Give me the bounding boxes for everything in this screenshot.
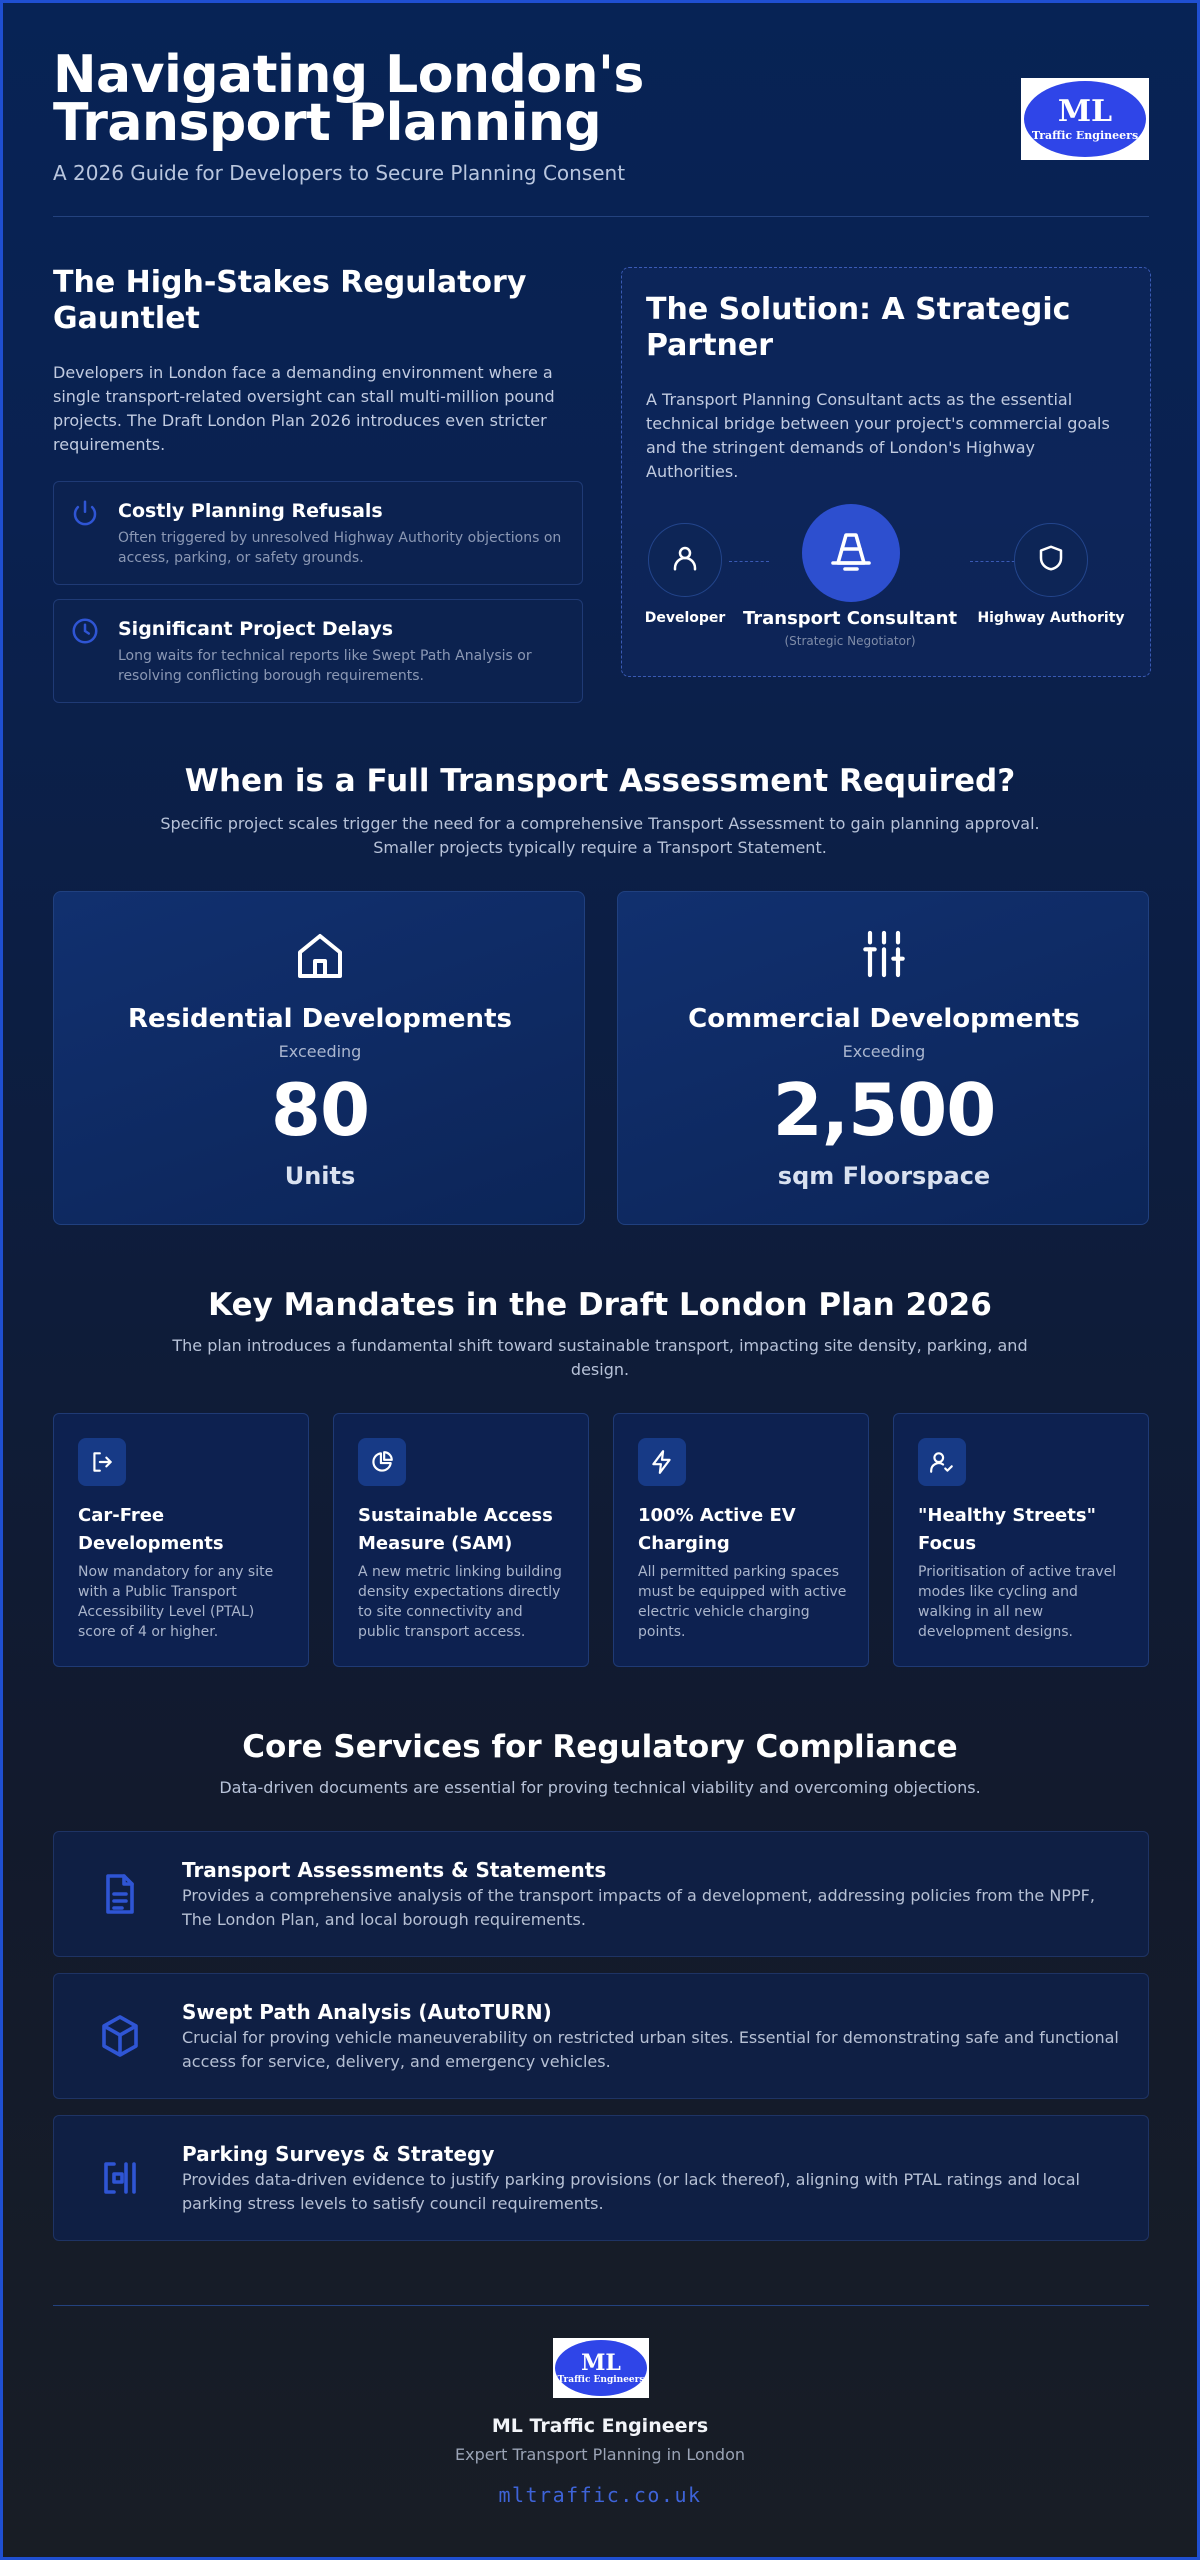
mandate-title: Car-Free Developments (78, 1505, 224, 1554)
mandate-card-car-free (53, 1413, 309, 1667)
service-description: Provides data-driven evidence to justify parking provisions (or lack thereof), aligning with PTAL ratings and local parking stress levels to satisfy council requirements. (182, 2170, 1080, 2213)
service-description: Crucial for proving vehicle maneuverability on restricted urban sites. Essential for demonstrating safe and functional access for service, delivery, and emergency vehicles. (182, 2028, 1119, 2071)
header-divider (53, 216, 1149, 217)
solution-panel (621, 267, 1151, 677)
building-icon (856, 926, 912, 986)
assessment-description-line2: Smaller projects typically require a Transport Statement. (373, 838, 827, 857)
service-card-transport-assessments (53, 1831, 1149, 1957)
footer-divider (53, 2305, 1149, 2306)
risk-description: Often triggered by unresolved Highway Authority objections on access, parking, or safety grounds. (118, 530, 562, 566)
solution-description: A Transport Planning Consultant acts as the essential technical bridge between your project's commercial goals and the stringent demands of London's Highway Authorities. (646, 390, 1110, 481)
page-subtitle: A 2026 Guide for Developers to Secure Planning Consent (53, 161, 626, 185)
logo-wordmark: Traffic Engineers (557, 2374, 645, 2385)
service-title: Swept Path Analysis (AutoTURN) (182, 2000, 552, 2024)
service-title: Transport Assessments & Statements (182, 1858, 607, 1882)
threshold-prefix: Exceeding (278, 1042, 362, 1061)
mandate-card-healthy-streets (893, 1413, 1149, 1667)
assessment-title: When is a Full Transport Assessment Required? (184, 763, 1016, 799)
solution-title: The Solution: A Strategic Partner (646, 292, 1071, 363)
services-title: Core Services for Regulatory Compliance (242, 1729, 958, 1765)
clock-icon (70, 616, 100, 650)
exit-icon (78, 1438, 126, 1486)
footer-logo (553, 2338, 649, 2398)
service-title: Parking Surveys & Strategy (182, 2142, 495, 2166)
mandates-description-line2: design. (570, 1360, 630, 1379)
threshold-title: Commercial Developments (688, 1004, 1080, 1034)
risk-card-refusals (53, 481, 583, 585)
parking-icon (96, 2154, 144, 2206)
user-icon (670, 543, 700, 577)
pie-chart-icon (358, 1438, 406, 1486)
developer-label: Developer (644, 610, 726, 626)
highway-authority-node (1014, 523, 1088, 597)
footer-tagline: Expert Transport Planning in London (454, 2445, 745, 2464)
service-description: Provides a comprehensive analysis of the transport impacts of a development, addressing policies from the NPPF, The London Plan, and local borough requirements. (182, 1886, 1095, 1929)
page-title: Navigating London's Transport Planning (53, 45, 644, 153)
regulatory-title: The High-Stakes Regulatory Gauntlet (53, 265, 527, 336)
residential-threshold-card (53, 891, 585, 1225)
shield-icon (1036, 543, 1066, 577)
footer-company-name: ML Traffic Engineers (491, 2415, 709, 2437)
threshold-unit: sqm Floorspace (777, 1162, 991, 1190)
logo-initials: ML (1057, 93, 1113, 129)
highway-authority-label: Highway Authority (977, 610, 1125, 626)
consultant-sublabel: (Strategic Negotiator) (784, 634, 916, 648)
footer-website-link[interactable]: mltraffic.co.uk (498, 2483, 702, 2507)
mandate-description: A new metric linking building density expectations directly to site connectivity and public transport access. (358, 1564, 562, 1640)
services-description: Data-driven documents are essential for proving technical viability and overcoming objections. (219, 1778, 981, 1797)
house-icon (290, 926, 350, 990)
mandate-title: 100% Active EV Charging (638, 1505, 796, 1554)
mandates-title: Key Mandates in the Draft London Plan 2026 (208, 1287, 992, 1323)
threshold-title: Residential Developments (128, 1004, 512, 1034)
logo-initials: ML (581, 2349, 621, 2376)
power-icon (70, 498, 100, 532)
risk-description: Long waits for technical reports like Swept Path Analysis or resolving conflicting borough requirements. (118, 648, 532, 684)
regulatory-description: Developers in London face a demanding environment where a single transport-related oversight can stall multi-million pound projects. The Draft London Plan 2026 introduces even stricter requirements. (53, 363, 555, 454)
risk-title: Costly Planning Refusals (118, 500, 383, 522)
service-card-parking-surveys (53, 2115, 1149, 2241)
mandates-description-line1: The plan introduces a fundamental shift toward sustainable transport, impacting site density, parking, and (172, 1336, 1028, 1355)
document-icon (96, 1870, 144, 1922)
assessment-description-line1: Specific project scales trigger the need for a comprehensive Transport Assessment to gain planning approval. (160, 814, 1040, 833)
commercial-threshold-card (617, 891, 1149, 1225)
connector-line-right (970, 561, 1020, 562)
mandate-description: Now mandatory for any site with a Public Transport Accessibility Level (PTAL) score of 4 or higher. (78, 1564, 274, 1640)
consultant-node (802, 504, 900, 602)
risk-card-delays (53, 599, 583, 703)
threshold-value: 2,500 (772, 1068, 996, 1152)
cube-icon (96, 2012, 144, 2064)
traffic-cone-icon (827, 527, 875, 579)
lightning-icon (638, 1438, 686, 1486)
threshold-unit: Units (284, 1162, 356, 1190)
service-card-swept-path (53, 1973, 1149, 2099)
risk-title: Significant Project Delays (118, 618, 394, 640)
threshold-value: 80 (270, 1068, 370, 1152)
mandate-description: All permitted parking spaces must be equipped with active electric vehicle charging points. (638, 1564, 847, 1640)
consultant-label: Transport Consultant (742, 608, 958, 629)
threshold-prefix: Exceeding (842, 1042, 926, 1061)
user-check-icon (918, 1438, 966, 1486)
mandate-title: Sustainable Access Measure (SAM) (358, 1505, 553, 1554)
connector-line-left (729, 561, 769, 562)
mandate-description: Prioritisation of active travel modes like cycling and walking in all new development designs. (918, 1564, 1117, 1640)
mandate-card-sam (333, 1413, 589, 1667)
developer-node (648, 523, 722, 597)
company-logo (1021, 78, 1149, 160)
logo-wordmark: Traffic Engineers (1031, 128, 1139, 142)
mandate-card-ev-charging (613, 1413, 869, 1667)
mandate-title: "Healthy Streets" Focus (918, 1505, 1096, 1554)
